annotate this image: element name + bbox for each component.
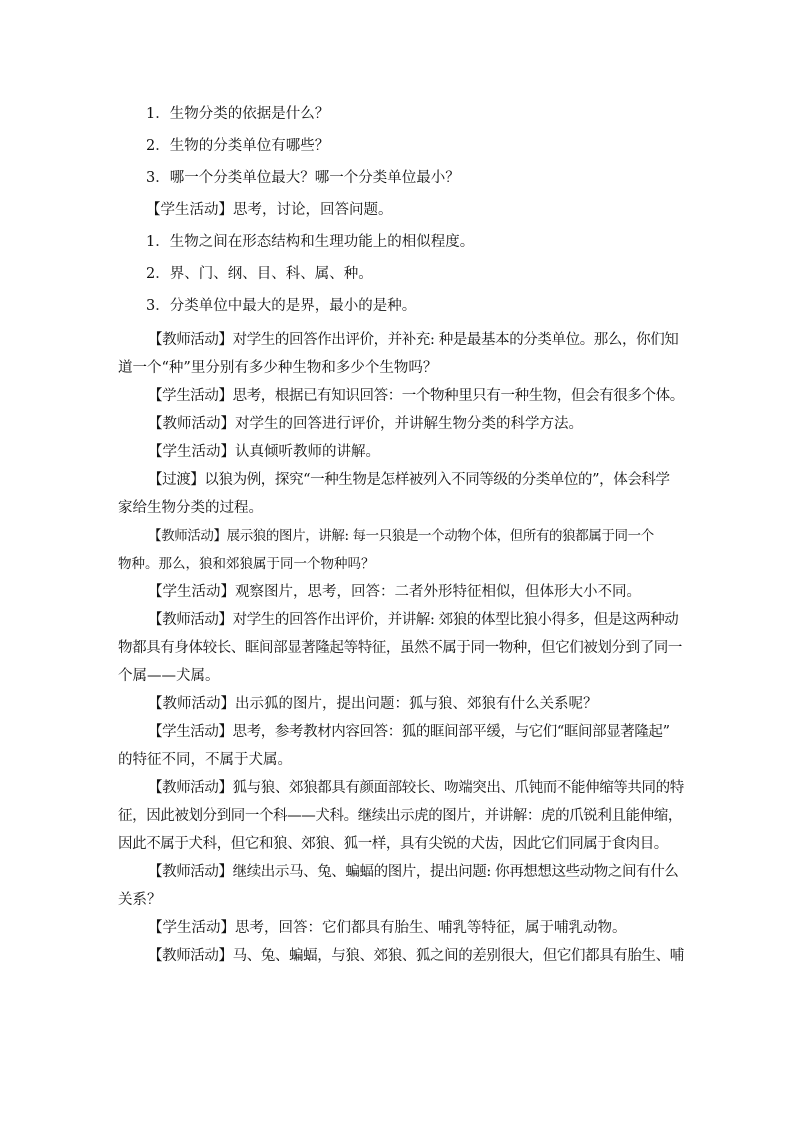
paragraph-student-fox: [118, 718, 684, 774]
paragraph-line: 关系？: [118, 892, 162, 908]
paragraph-teacher-method: [118, 410, 684, 438]
paragraph-line: 【教师活动】马、兔、蝙蝠，与狼、郊狼、狐之间的差别很大，但它们都具有胎生、哺: [148, 948, 684, 964]
paragraph-teacher-fox: [118, 690, 684, 718]
paragraph-line: 【学生活动】认真倾听教师的讲解。: [148, 444, 380, 460]
paragraph-teacher-coyote: [118, 606, 684, 690]
paragraph-teacher-differences: [118, 942, 684, 970]
paragraph-student-answer: [118, 382, 684, 410]
document-body: [118, 100, 684, 970]
paragraph-line: 【教师活动】狐与狼、郊狼都具有颜面部较长、吻端突出、爪钝而不能伸缩等共同的特: [148, 780, 684, 796]
paragraph-line: 家给生物分类的过程。: [118, 500, 263, 516]
paragraph-line: 物都具有身体较长、眶间部显著隆起等特征，虽然不属于同一物种，但它们被划分到了同一: [118, 640, 682, 656]
paragraph-line: 【学生活动】思考，根据已有知识回答：一个物种里只有一种生物，但会有很多个体。: [148, 388, 684, 404]
paragraph-transition: [118, 466, 684, 522]
paragraph-line: 【教师活动】展示狼的图片，讲解: 每一只狼是一个动物个体，但所有的狼都属于同一个: [148, 528, 654, 544]
paragraph-line: 物种。那么，狼和郊狼属于同一个物种吗？: [118, 556, 375, 572]
answer-2: 2．界、门、纲、目、科、属、种。: [146, 266, 373, 282]
paragraph-teacher-wolf: [118, 522, 684, 578]
paragraph-line: 征，因此被划分到同一个科——犬科。继续出示虎的图片，并讲解：虎的爪锐利且能伸缩，: [118, 808, 682, 824]
student-activity-heading: 【学生活动】思考，讨论，回答问题。: [146, 202, 393, 218]
question-2: 2．生物的分类单位有哪些？: [146, 138, 330, 154]
paragraph-line: 因此不属于犬科，但它和狼、郊狼、狐一样，具有尖锐的犬齿，因此它们同属于食肉目。: [118, 836, 668, 852]
paragraph-line: 【学生活动】思考，回答：它们都具有胎生、哺乳等特征，属于哺乳动物。: [148, 920, 627, 936]
paragraph-teacher-mammals: [118, 858, 684, 914]
paragraph-line: 【教师活动】继续出示马、兔、蝙蝠的图片，提出问题: 你再想想这些动物之间有什么: [148, 864, 679, 880]
paragraph-line: 的特征不同，不属于犬属。: [118, 752, 292, 768]
paragraph-student-observe: [118, 578, 684, 606]
paragraph-teacher-canidae: [118, 774, 684, 858]
paragraph-line: 【教师活动】对学生的回答作出评价，并补充: 种是最基本的分类单位。那么，你们知: [148, 332, 679, 348]
paragraph-line: 【教师活动】对学生的回答作出评价，并讲解: 郊狼的体型比狼小得多，但是这两种动: [148, 612, 679, 628]
paragraph-line: 【学生活动】思考，参考教材内容回答：狐的眶间部平缓，与它们“眶间部显著隆起”: [148, 724, 670, 740]
paragraph-line: 【教师活动】出示狐的图片，提出问题：狐与狼、郊狼有什么关系呢？: [148, 696, 598, 712]
paragraph-line: 个属——犬属。: [118, 668, 220, 684]
paragraph-student-listen: [118, 438, 684, 466]
paragraph-line: 【学生活动】观察图片，思考，回答：二者外形特征相似，但体形大小不同。: [148, 584, 641, 600]
question-3: 3．哪一个分类单位最大？哪一个分类单位最小？: [146, 170, 460, 186]
paragraph-line: 【过渡】以狼为例，探究“一种生物是怎样被列入不同等级的分类单位的”，体会科学: [148, 472, 670, 488]
paragraph-student-mammals: [118, 914, 684, 942]
paragraph-teacher-evaluation: [118, 326, 684, 382]
question-1: 1．生物分类的依据是什么？: [146, 106, 330, 122]
answer-1: 1．生物之间在形态结构和生理功能上的相似程度。: [146, 234, 475, 250]
paragraph-line: 【教师活动】对学生的回答进行评价，并讲解生物分类的科学方法。: [148, 416, 583, 432]
paragraph-line: 道一个“种”里分别有多少种生物和多少个生物吗？: [118, 360, 438, 376]
answer-3: 3．分类单位中最大的是界，最小的是种。: [146, 298, 417, 314]
